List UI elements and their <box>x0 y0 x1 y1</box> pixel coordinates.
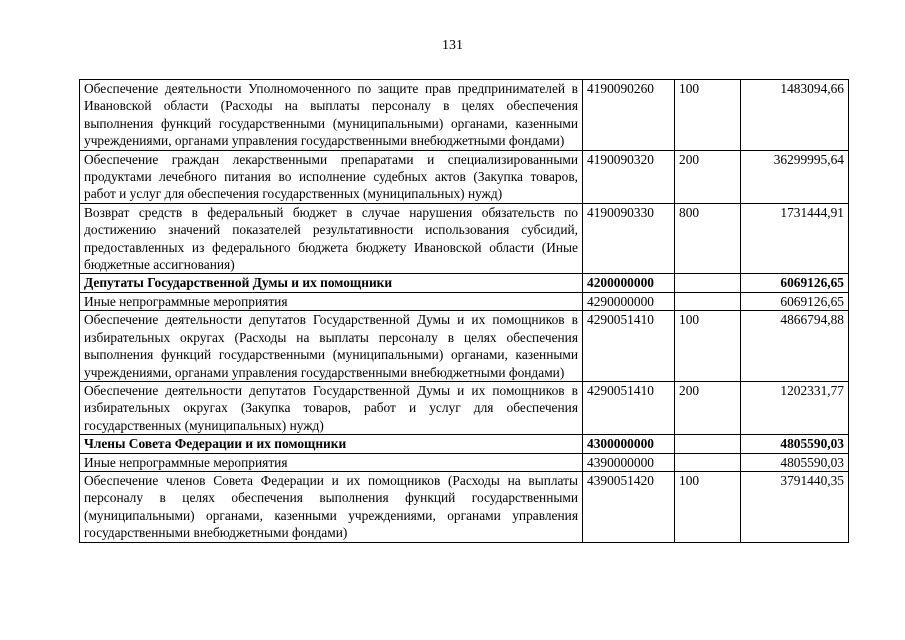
table-row <box>80 311 849 382</box>
row-description: Обеспечение деятельности Уполномоченного по защите прав предпринимателей в Ивановской области (Расходы на выплаты персоналу в целях обеспечения выполнения функций государственными (муниципальными) органами, казенными учреждениями, органами управления государственными внебюджетными фондами) <box>80 80 583 151</box>
row-amount: 36299995,64 <box>741 150 849 203</box>
row-amount: 4866794,88 <box>741 311 849 382</box>
table-row-section-heading <box>80 274 849 292</box>
row-description: Возврат средств в федеральный бюджет в случае нарушения обязательств по достижению значений показателей результативности использования субсидий, предоставленных из федерального бюджета бюджету Ивановской области (Иные бюджетные ассигнования) <box>80 203 583 274</box>
table-row <box>80 453 849 471</box>
row-code: 4290000000 <box>583 292 675 310</box>
table-row <box>80 292 849 310</box>
row-description: Депутаты Государственной Думы и их помощники <box>80 274 583 292</box>
row-code: 4200000000 <box>583 274 675 292</box>
row-description: Обеспечение членов Совета Федерации и их помощников (Расходы на выплаты персоналу в целях обеспечения выполнения функций государственными (муниципальными) органами, казенными учреждениями, органами управления государственными внебюджетными фондами) <box>80 471 583 542</box>
row-amount: 1731444,91 <box>741 203 849 274</box>
row-expense-type: 100 <box>675 311 741 382</box>
row-description: Иные непрограммные мероприятия <box>80 292 583 310</box>
row-amount: 1202331,77 <box>741 381 849 434</box>
row-amount: 4805590,03 <box>741 453 849 471</box>
table-row <box>80 150 849 203</box>
table-row <box>80 471 849 542</box>
row-amount: 6069126,65 <box>741 274 849 292</box>
row-code: 4190090330 <box>583 203 675 274</box>
row-code: 4290051410 <box>583 381 675 434</box>
row-code: 4390051420 <box>583 471 675 542</box>
table-row <box>80 381 849 434</box>
row-amount: 6069126,65 <box>741 292 849 310</box>
row-expense-type <box>675 274 741 292</box>
row-code: 4300000000 <box>583 435 675 453</box>
budget-table <box>79 79 849 543</box>
row-code: 4190090320 <box>583 150 675 203</box>
table-row-section-heading <box>80 435 849 453</box>
page-number: 131 <box>442 38 463 53</box>
row-expense-type: 100 <box>675 80 741 151</box>
row-amount: 1483094,66 <box>741 80 849 151</box>
row-expense-type: 800 <box>675 203 741 274</box>
row-expense-type <box>675 292 741 310</box>
row-description: Иные непрограммные мероприятия <box>80 453 583 471</box>
row-expense-type: 200 <box>675 150 741 203</box>
row-code: 4390000000 <box>583 453 675 471</box>
row-code: 4190090260 <box>583 80 675 151</box>
table-row <box>80 80 849 151</box>
row-amount: 3791440,35 <box>741 471 849 542</box>
row-expense-type <box>675 453 741 471</box>
row-expense-type: 200 <box>675 381 741 434</box>
table-row <box>80 203 849 274</box>
row-expense-type: 100 <box>675 471 741 542</box>
row-description: Обеспечение деятельности депутатов Государственной Думы и их помощников в избирательных округах (Расходы на выплаты персоналу в целях обеспечения выполнения функций государственными (муниципальными) органами, казенными учреждениями, органами управления государственными внебюджетными фондами) <box>80 311 583 382</box>
row-code: 4290051410 <box>583 311 675 382</box>
row-expense-type <box>675 435 741 453</box>
row-amount: 4805590,03 <box>741 435 849 453</box>
row-description: Обеспечение деятельности депутатов Государственной Думы и их помощников в избирательных округах (Закупка товаров, работ и услуг для обеспечения государственных (муниципальных) нужд) <box>80 381 583 434</box>
row-description: Члены Совета Федерации и их помощники <box>80 435 583 453</box>
row-description: Обеспечение граждан лекарственными препаратами и специализированными продуктами лечебного питания во исполнение судебных актов (Закупка товаров, работ и услуг для обеспечения государственных (муниципальных) нужд) <box>80 150 583 203</box>
